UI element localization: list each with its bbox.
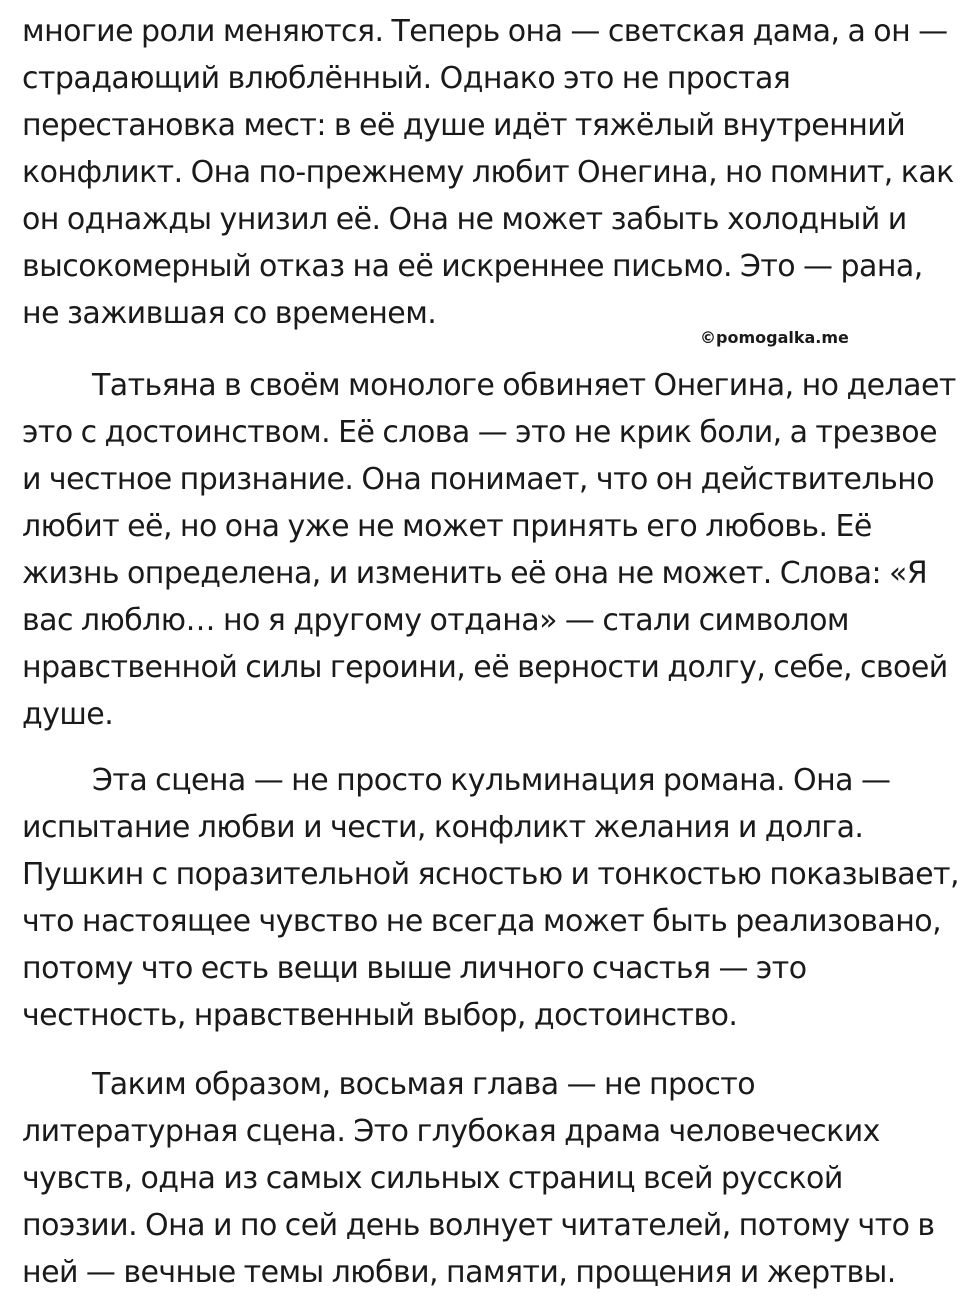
- text-line: Татьяна в своём монологе обвиняет Онегина, но делает: [92, 368, 956, 403]
- text-line: жизнь определена, и изменить её она не может. Слова: «Я: [22, 556, 928, 591]
- text-line: потому что есть вещи выше личного счастья — это: [22, 951, 807, 986]
- text-line: чувств, одна из самых сильных страниц всей русской: [22, 1161, 843, 1196]
- paragraph-conclusion: [22, 1061, 957, 1296]
- text-line: нравственной силы героини, её верности долгу, себе, своей: [22, 650, 948, 685]
- watermark: ©pomogalka.me: [700, 328, 849, 347]
- text-line: ней — вечные темы любви, памяти, прощения и жертвы.: [22, 1255, 896, 1290]
- text-line: Эта сцена — не просто кульминация романа. Она —: [92, 763, 891, 798]
- text-line: многие роли меняются. Теперь она — светская дама, а он —: [22, 14, 948, 49]
- text-line: он однажды унизил её. Она не может забыть холодный и: [22, 202, 907, 237]
- text-line: вас люблю… но я другому отдана» — стали символом: [22, 603, 850, 638]
- text-line: поэзии. Она и по сей день волнует читателей, потому что в: [22, 1208, 935, 1243]
- text-line: не зажившая со временем.: [22, 296, 437, 331]
- text-line: и честное признание. Она понимает, что он действительно: [22, 462, 935, 497]
- text-line: Пушкин с поразительной ясностью и тонкостью показывает,: [22, 857, 959, 892]
- text-line: это с достоинством. Её слова — это не крик боли, а трезвое: [22, 415, 938, 450]
- text-line: страдающий влюблённый. Однако это не простая: [22, 61, 791, 96]
- text-line: честность, нравственный выбор, достоинство.: [22, 998, 738, 1033]
- paragraph-culmination: [22, 757, 957, 1039]
- text-line: высокомерный отказ на её искреннее письмо. Это — рана,: [22, 249, 923, 284]
- paragraph-tatyana-monologue: [22, 362, 957, 738]
- text-line: литературная сцена. Это глубокая драма человеческих: [22, 1114, 880, 1149]
- text-line: испытание любви и чести, конфликт желания и долга.: [22, 810, 864, 845]
- text-line: конфликт. Она по-прежнему любит Онегина, но помнит, как: [22, 155, 954, 190]
- text-line: любит её, но она уже не может принять его любовь. Её: [22, 509, 872, 544]
- paragraph-roles-change: [22, 8, 957, 337]
- text-line: душе.: [22, 697, 114, 732]
- text-line: что настоящее чувство не всегда может быть реализовано,: [22, 904, 942, 939]
- text-line: Таким образом, восьмая глава — не просто: [92, 1067, 755, 1102]
- text-line: перестановка мест: в её душе идёт тяжёлый внутренний: [22, 108, 906, 143]
